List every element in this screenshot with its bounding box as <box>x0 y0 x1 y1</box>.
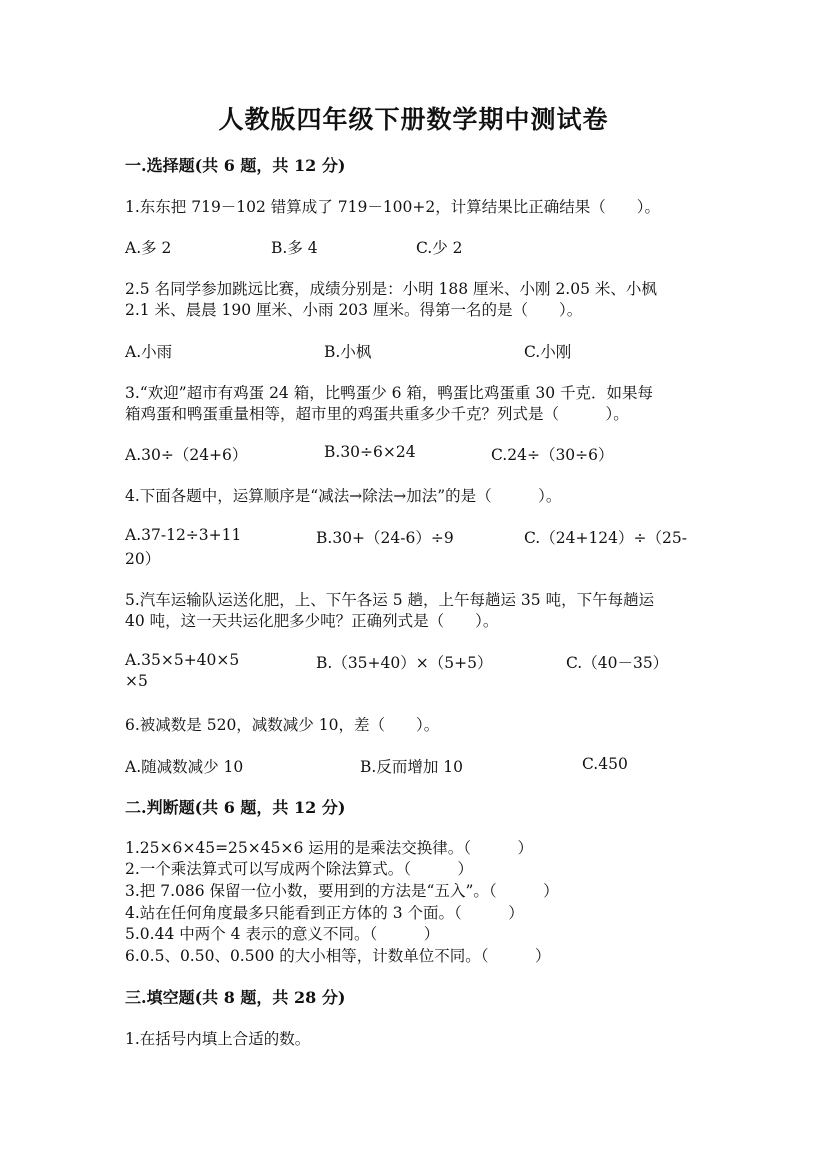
question-text-cont: 2.1 米、晨晨 190 厘米、小雨 203 厘米。得第一名的是（ ）。 <box>125 301 583 319</box>
judge-item: 5.0.44 中两个 4 表示的意义不同。（ ） <box>125 925 440 943</box>
fill-item: 1.在括号内填上合适的数。 <box>125 1030 311 1048</box>
option-a: A.小雨 <box>125 343 173 361</box>
option-a: A.30÷（24+6） <box>125 446 248 464</box>
option-a: A.随减数减少 10 <box>125 758 244 776</box>
section-heading-choice: 一.选择题(共 6 题，共 12 分) <box>125 156 346 175</box>
option-c-cont: 20） <box>125 550 161 568</box>
option-a: A.37-12÷3+11 <box>125 526 242 544</box>
option-b: B.（35+40）×（5+5） <box>316 654 493 672</box>
judge-item: 3.把 7.086 保留一位小数，要用到的方法是“五入”。（ ） <box>125 882 559 900</box>
option-c: C.少 2 <box>416 239 463 257</box>
question-text-cont: 40 吨，这一天共运化肥多少吨？正确列式是（ ）。 <box>125 612 499 630</box>
question-text: 2.5 名同学参加跳远比赛，成绩分别是：小明 188 厘米、小刚 2.05 米、小枫 <box>125 280 657 298</box>
option-b: B.小枫 <box>324 343 372 361</box>
question-text: 1.东东把 719－102 错算成了 719－100+2，计算结果比正确结果（ ）。 <box>125 198 661 216</box>
option-a: A.多 2 <box>125 239 172 257</box>
option-c: C.（24+124）÷（25- <box>524 529 687 547</box>
option-c-cont: ×5 <box>125 672 148 690</box>
question-text: 5.汽车运输队运送化肥，上、下午各运 5 趟，上午每趟运 35 吨，下午每趟运 <box>125 591 655 609</box>
section-heading-judge: 二.判断题(共 6 题，共 12 分) <box>125 798 346 817</box>
option-a: A.35×5+40×5 <box>125 651 240 669</box>
option-c: C.24÷（30÷6） <box>491 446 614 464</box>
option-c: C.（40－35） <box>566 654 669 672</box>
option-b: B.30+（24-6）÷9 <box>316 529 454 547</box>
option-b: B.多 4 <box>271 239 318 257</box>
judge-item: 4.站在任何角度最多只能看到正方体的 3 个面。（ ） <box>125 904 524 922</box>
option-b: B.30÷6×24 <box>324 443 416 461</box>
option-c: C.小刚 <box>524 343 572 361</box>
judge-item: 6.0.5、0.50、0.500 的大小相等，计数单位不同。（ ） <box>125 947 551 965</box>
option-b: B.反而增加 10 <box>360 758 463 776</box>
question-text-cont: 箱鸡蛋和鸭蛋重量相等，超市里的鸡蛋共重多少千克？列式是（ ）。 <box>125 405 629 423</box>
judge-item: 2.一个乘法算式可以写成两个除法算式。（ ） <box>125 860 474 878</box>
question-text: 3.“欢迎”超市有鸡蛋 24 箱，比鸭蛋少 6 箱，鸭蛋比鸡蛋重 30 千克．如果每 <box>125 384 654 402</box>
section-heading-fill: 三.填空题(共 8 题，共 28 分) <box>125 988 346 1007</box>
option-c: C.450 <box>582 755 628 773</box>
question-text: 6.被减数是 520，减数减少 10，差（ ）。 <box>125 716 440 734</box>
judge-item: 1.25×6×45=25×45×6 运用的是乘法交换律。（ ） <box>125 839 534 857</box>
exam-title: 人教版四年级下册数学期中测试卷 <box>218 105 609 134</box>
question-text: 4.下面各题中，运算顺序是“减法→除法→加法”的是（ ）。 <box>125 487 562 505</box>
